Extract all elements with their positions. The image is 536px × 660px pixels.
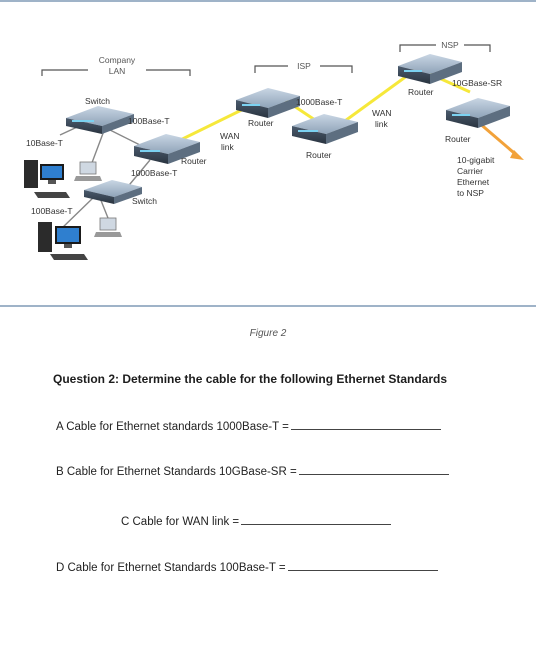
router-lan-label: Router [181,156,207,166]
answer-blank-d[interactable] [288,569,438,571]
wan-link-left-line1: WAN [220,131,240,141]
base100-link-label: 100Base-T [128,116,170,126]
switch-top-label: Switch [85,96,111,106]
nsp-label: NSP [441,40,459,50]
question-item-d-text: D Cable for Ethernet Standards 100Base-T = [56,562,286,574]
question-item-a [56,421,441,433]
question-item-b-text: B Cable for Ethernet Standards 10GBase-SR = [56,466,297,478]
question-title: Question 2: Determine the cable for the following Ethernet Standards [53,372,448,386]
router-isp-a-label: Router [248,118,274,128]
question-item-c-text: C Cable for WAN link = [121,516,240,528]
section-divider [0,305,536,307]
tengig-sr-label: 10GBase-SR [452,78,503,88]
router-nsp-bottom-icon [446,98,510,128]
gig-lan-label: 1000Base-T [131,168,178,178]
desktop-computer-icon [38,222,88,260]
wan-link-left-line2: link [221,142,234,152]
figure-caption: Figure 2 [249,328,287,339]
switch-bottom-label: Switch [132,196,158,206]
carrier-ethernet-line4: to NSP [457,188,484,198]
router-nsp-top-label: Router [408,87,434,97]
question-item-b [56,466,449,478]
question-item-a-text: A Cable for Ethernet standards 1000Base-T = [56,421,289,433]
question-item-c [121,516,391,528]
isp-label: ISP [297,61,311,71]
company-lan-label-line2: LAN [108,66,126,76]
laptop-icon [94,218,122,237]
gig-isp-label: 1000Base-T [296,97,343,107]
answer-blank-c[interactable] [241,523,391,525]
company-lan-label-line1: Company [98,55,136,65]
carrier-ethernet-line3: Ethernet [457,177,490,187]
base100-bottom-label: 100Base-T [31,206,73,216]
wan-link-right-line1: WAN [372,108,392,118]
question-item-d [56,562,438,574]
wan-link-right-line2: link [375,119,388,129]
router-isp-a-icon [236,88,300,118]
answer-blank-b[interactable] [299,473,449,475]
desktop-computer-icon [24,160,70,198]
switch-lan-top-icon [66,106,134,134]
carrier-ethernet-line2: Carrier [457,166,483,176]
router-isp-b-label: Router [306,150,332,160]
router-nsp-bottom-label: Router [445,134,471,144]
base10-label: 10Base-T [26,138,63,148]
laptop-icon [74,162,102,181]
network-diagram [0,0,536,300]
answer-blank-a[interactable] [291,428,441,430]
carrier-ethernet-line1: 10-gigabit [457,155,495,165]
